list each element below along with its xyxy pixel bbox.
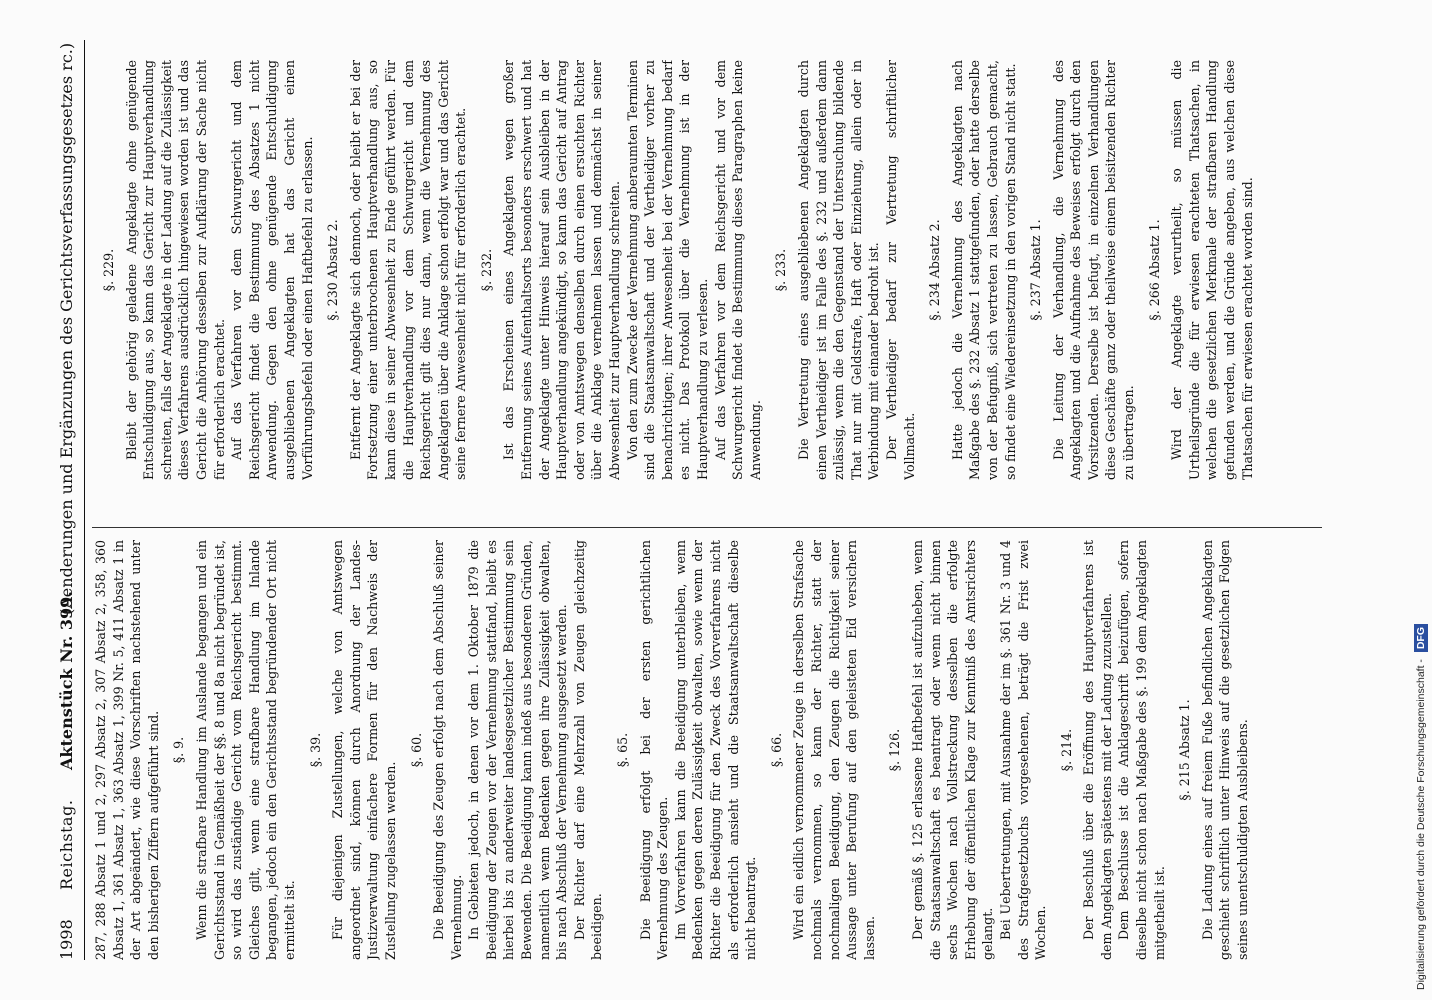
section-paragraph: Wird der Angeklagte verurtheilt, so müssen die Urtheilsgründe die für erwiesen erachteten Thatsachen, in welchen die gesetzlichen Merkmale der strafbaren Handlung gefunden werden, und die Gründe angeben, aus welchen diese Thatsachen für erwiesen erachtet worden sind.	[1169, 60, 1255, 480]
header-subject: (Aenderungen und Ergänzungen des Gerichtsverfassungsgesetzes rc.)	[57, 42, 76, 615]
section-paragraph: Der Richter darf eine Mehrzahl von Zeugen gleichzeitig beeidigen.	[571, 540, 605, 960]
page-number: 1998	[57, 919, 76, 960]
section-paragraph: Für diejenigen Zustellungen, welche von Amtswegen angeordnet sind, können durch Anordnung der Landes-Justizverwaltung einfachere Formen für den Nachweis der Zustellung zugelassen werden.	[330, 540, 398, 960]
section-paragraph: Die Leitung der Verhandlung, die Vernehmung des Angeklagten und die Aufnahme des Beweises erfolgt durch den Vorsitzenden. Derselbe ist befugt, in einzelnen Verhandlungen diese Geschäfte ganz oder theilweise einem beisitzenden Richter zu übertragen.	[1050, 60, 1137, 480]
section-heading: §. 126.	[887, 728, 903, 772]
section-paragraph: Die Beeidigung erfolgt bei der ersten gerichtlichen Vernehmung des Zeugen.	[637, 540, 671, 960]
section-paragraph: Auf das Verfahren vor dem Reichsgericht und vor dem Schwurgericht findet die Bestimmung dieses Paragraphen keine Anwendung.	[712, 60, 763, 480]
section-heading: §. 237 Absatz 1.	[1028, 219, 1044, 321]
section-paragraph: Im Vorverfahren kann die Beeidigung unterbleiben, wenn Bedenken gegen deren Zulässigkeit obwalten, sowie wenn der Richter die Beeidigung für den Zweck des Vorverfahrens nicht als erforderlich ansieht und die Staatsanwaltschaft dieselbe nicht beantragt.	[672, 540, 759, 960]
section-paragraph: In Gebieten jedoch, in denen vor dem 1. Oktober 1879 die Beeidigung der Zeugen vor der Vernehmung stattfand, bleibt es hierbei bis zu anderweiter landesgesetzlicher Bestimmung sein Bewenden. Die Beeidigung kann indeß aus besonderen Gründen, namentlich wenn Bedenken gegen ihre Zulässigkeit obwalten, bis nach Abschluß der Vernehmung ausgesetzt werden.	[466, 540, 570, 960]
header-reference: Aktenstück Nr. 399.	[57, 591, 76, 770]
section-paragraph: Ist das Erscheinen eines Angeklagten wegen großer Entfernung seines Aufenthaltsorts besonders erschwert und hat der Angeklagte unter Hinweis hierauf sein Ausbleiben in der Hauptverhandlung angekündigt, so kann das Gericht auf Antrag oder von Amtswegen denselben durch einen ersuchten Richter über die Anklage vernehmen lassen und demnächst in seiner Abwesenheit zur Hauptverhandlung schreiten.	[501, 60, 623, 480]
section-paragraph: Auf das Verfahren vor dem Schwurgericht und dem Reichsgericht findet die Bestimmung des Absatzes 1 nicht Anwendung. Gegen den ohne genügende Entschuldigung ausgebliebenen Angeklagten hat das Gericht einen Vorführungsbefehl oder einen Haftbefehl zu erlassen.	[229, 60, 315, 480]
lead-paragraph: 287, 288 Absatz 1 und 2, 297 Absatz 2, 307 Absatz 2, 358, 360 Absatz 1, 361 Absatz 1, 363 Absatz 1, 399 Nr. 5, 411 Absatz 1 in der Art abgeändert, wie diese Vorschriften nachstehend unter den bisherigen Ziffern aufgeführt sind.	[93, 540, 161, 960]
section-heading: §. 234 Absatz 2.	[927, 219, 943, 321]
section-paragraph: Die Ladung eines auf freiem Fuße befindlichen Angeklagten geschieht schriftlich unter Hinweis auf die gesetzlichen Folgen seines unentschuldigten Ausbleibens.	[1199, 540, 1251, 960]
section-heading: §. 214.	[1058, 728, 1074, 772]
section-heading: §. 66.	[768, 732, 784, 768]
digitization-note	[1411, 10, 1431, 990]
section-paragraph: Der Beschluß über die Eröffnung des Hauptverfahrens ist dem Angeklagten spätestens mit der Ladung zuzustellen.	[1081, 540, 1114, 960]
header-divider	[84, 40, 85, 960]
section-heading: §. 232.	[478, 248, 494, 292]
right-text-column	[92, 60, 1322, 480]
section-heading: §. 229.	[101, 248, 116, 292]
section-paragraph: Der gemäß §. 125 erlassene Haftbefehl ist aufzuheben, wenn die Staatsanwaltschaft es beantragt oder wenn nicht binnen sechs Wochen nach Vollstreckung desselben die erfolgte Erhebung der öffentlichen Klage zur Kenntniß des Amtsrichters gelangt.	[909, 540, 996, 960]
section-paragraph: Hatte jedoch die Vernehmung des Angeklagten nach Maßgabe des §. 232 Absatz 1 stattgefunden, oder hatte derselbe von der Befugniß, sich vertreten zu lassen, Gebrauch gemacht, so findet eine Wiedereinsetzung in den vorigen Stand nicht statt.	[949, 60, 1018, 480]
section-paragraph: Wenn die strafbare Handlung im Auslande begangen und ein Gerichtsstand in Gemäßheit der §§. 8 und 8a nicht begründet ist, so wird das zuständige Gericht vom Reichsgericht bestimmt. Gleiches gilt, wenn eine strafbare Handlung im Inlande begangen, jedoch ein den Gerichtsstand begründender Ort nicht ermittelt ist.	[193, 540, 297, 960]
section-paragraph: Bei Uebertretungen, mit Ausnahme der im §. 361 Nr. 3 und 4 des Strafgesetzbuchs vorgesehenen, beträgt die Frist zwei Wochen.	[997, 540, 1049, 960]
section-paragraph: Die Beeidigung des Zeugen erfolgt nach dem Abschluß seiner Vernehmung.	[431, 540, 464, 960]
header-title: Reichstag.	[57, 799, 76, 890]
section-heading: §. 215 Absatz 1.	[1177, 699, 1193, 801]
section-paragraph: Die Vertretung eines ausgebliebenen Angeklagten durch einen Vertheidiger ist im Falle des §. 232 und außerdem dann zulässig, wenn die den Gegenstand der Untersuchung bildende That nur mit Geldstrafe, Haft oder Einziehung, allein oder in Verbindung mit einander bedroht ist.	[795, 60, 882, 480]
left-text-column	[92, 540, 1322, 960]
column-divider	[92, 527, 1322, 528]
section-paragraph: Von den zum Zwecke der Vernehmung anberaumten Terminen sind die Staatsanwaltschaft und der Vertheidiger vorher zu benachrichtigen; ihrer Anwesenheit bei der Vernehmung bedarf es nicht. Das Protokoll über die Vernehmung ist in der Hauptverhandlung zu verlesen.	[624, 60, 710, 480]
section-heading: §. 60.	[408, 732, 424, 768]
section-paragraph: Bleibt der gehörig geladene Angeklagte ohne genügende Entschuldigung aus, so kann das Gericht zur Hauptverhandlung schreiten, falls der Angeklagte in der Ladung auf die Zulässigkeit dieses Verfahrens ausdrücklich hingewiesen worden ist und das Gericht die Anhörung desselben zur Aufklärung der Sache nicht für erforderlich erachtet.	[123, 60, 227, 480]
section-paragraph: Entfernt der Angeklagte sich dennoch, oder bleibt er bei der Fortsetzung einer unterbrochenen Hauptverhandlung aus, so kann diese in seiner Abwesenheit zu Ende geführt werden. Für die Hauptverhandlung vor dem Schwurgericht und dem Reichsgericht gilt dies nur dann, wenn die Vernehmung des Angeklagten über die Anklage schon erfolgt war und das Gericht seine fernere Anwesenheit nicht für erforderlich erachtet.	[347, 60, 469, 480]
section-paragraph: Dem Beschlusse ist die Anklageschrift beizufügen, sofern dieselbe nicht schon nach Maßgabe des §. 199 dem Angeklagten mitgetheilt ist.	[1116, 540, 1167, 960]
section-heading: §. 65.	[615, 732, 631, 768]
dfg-logo: DFG	[1414, 624, 1428, 652]
section-heading: §. 266 Absatz 1.	[1146, 219, 1162, 321]
section-heading: §. 9.	[171, 736, 187, 764]
section-paragraph: Der Vertheidiger bedarf zur Vertretung schriftlicher Vollmacht.	[883, 60, 917, 480]
section-heading: §. 230 Absatz 2.	[325, 219, 341, 321]
section-heading: §. 233.	[773, 248, 789, 292]
page-header	[52, 40, 82, 960]
section-paragraph: Wird ein eidlich vernommener Zeuge in derselben Strafsache nochmals vernommen, so kann der Richter, statt der nochmaligen Beeidigung, den Zeugen die Richtigkeit seiner Aussage unter Berufung auf den geleisteten Eid versichern lassen.	[791, 540, 877, 960]
section-heading: §. 39.	[307, 732, 323, 768]
digitization-note-text: Digitalisierung gefördert durch die Deutsche Forschungsgemeinschaft -	[1415, 659, 1427, 990]
